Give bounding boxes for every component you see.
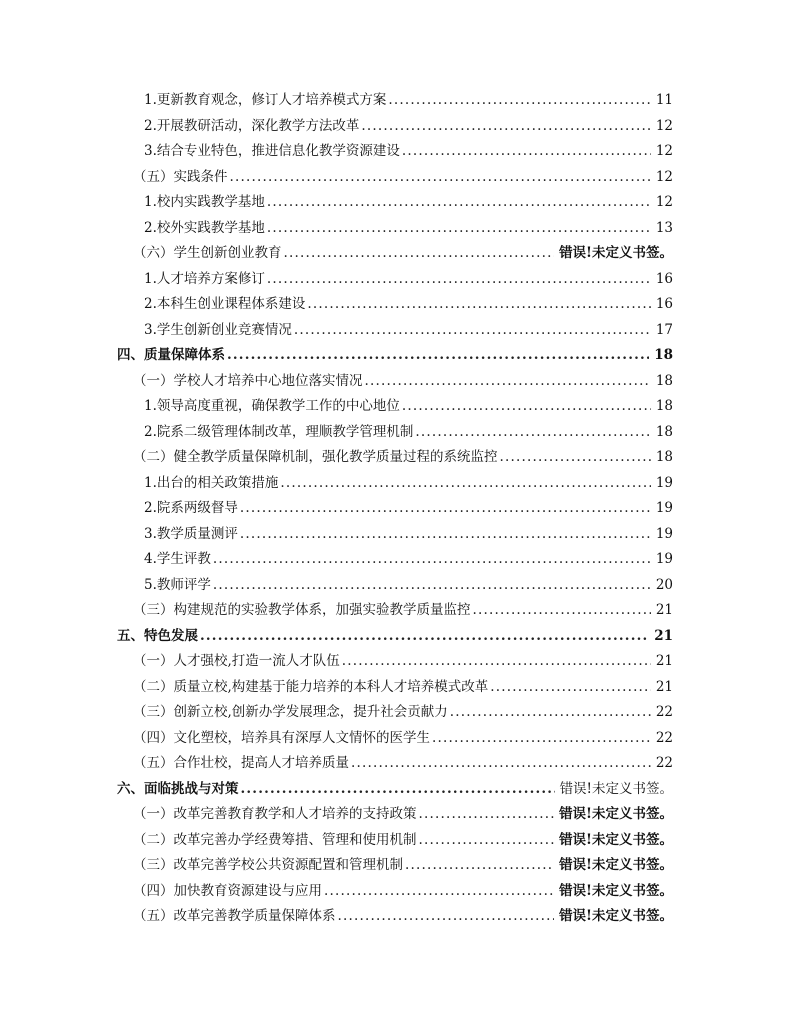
toc-entry-label: 1.领导高度重视，确保教学工作的中心地位 (144, 398, 400, 414)
toc-entry-label: （五）合作壮校，提高人才培养质量 (133, 755, 349, 771)
toc-entry[interactable] (0, 369, 791, 395)
dot-leader (227, 349, 649, 363)
dot-leader (361, 120, 650, 134)
toc-entry-label: 3.学生创新创业竞赛情况 (144, 321, 292, 338)
toc-entry[interactable] (0, 190, 791, 216)
toc-entry-page-number: 16 (655, 296, 673, 312)
toc-entry-page-number: 错误!未定义书签。 (559, 857, 673, 873)
dot-leader (241, 783, 555, 797)
dot-leader (402, 145, 651, 159)
toc-entry[interactable] (0, 547, 791, 573)
dot-leader (419, 834, 555, 848)
toc-entry-label: 3.教学质量测评 (144, 525, 238, 542)
toc-entry-label: （二）健全教学质量保障机制，强化教学质量过程的系统监控 (133, 449, 498, 465)
toc-entry-page-number: 19 (655, 525, 673, 542)
toc-entry[interactable] (0, 802, 791, 828)
toc-entry-page-number: 22 (655, 755, 673, 771)
toc-entry-label: （四）加快教育资源建设与应用 (133, 882, 322, 899)
toc-entry-label: （六）学生创新创业教育 (133, 245, 282, 261)
dot-leader (200, 630, 649, 644)
toc-entry[interactable] (0, 496, 791, 522)
toc-entry-label: 2.本科生创业课程体系建设 (144, 296, 306, 312)
toc-entry-page-number: 19 (655, 474, 673, 491)
toc-entry[interactable] (0, 879, 791, 905)
toc-entry-page-number: 错误!未定义书签。 (559, 882, 673, 899)
toc-entry-label: （一）人才强校,打造一流人才队伍 (133, 653, 340, 669)
dot-leader (267, 196, 651, 210)
toc-entry-label: 1.校内实践教学基地 (144, 194, 265, 210)
toc-entry[interactable] (0, 114, 791, 140)
toc-entry-page-number: 19 (655, 551, 673, 567)
dot-leader (450, 706, 651, 720)
toc-entry[interactable] (0, 675, 791, 701)
toc-entry[interactable] (0, 139, 791, 165)
toc-entry[interactable] (0, 573, 791, 599)
toc-entry-page-number: 21 (655, 678, 673, 695)
toc-entry-page-number: 13 (655, 219, 673, 236)
toc-entry-page-number: 错误!未定义书签。 (559, 831, 673, 848)
dot-leader (500, 451, 651, 465)
toc-entry[interactable] (0, 343, 791, 369)
toc-entry-label: 四、质量保障体系 (117, 347, 225, 363)
dot-leader (402, 400, 651, 414)
toc-entry-label: （五）实践条件 (133, 168, 228, 185)
toc-entry[interactable] (0, 88, 791, 114)
toc-entry-label: （三）改革完善学校公共资源配置和管理机制 (133, 857, 403, 873)
toc-entry[interactable] (0, 241, 791, 267)
toc-entry[interactable] (0, 292, 791, 318)
toc-entry-page-number: 20 (655, 576, 673, 593)
toc-entry-label: （二）改革完善办学经费筹措、管理和使用机制 (133, 831, 417, 848)
toc-entry-page-number: 错误!未定义书签。 (559, 806, 673, 822)
dot-leader (284, 247, 555, 261)
dot-leader (267, 273, 651, 287)
toc-entry-label: （一）改革完善教育教学和人才培养的支持政策 (133, 806, 417, 822)
toc-entry-page-number: 17 (655, 321, 673, 338)
toc-entry[interactable] (0, 318, 791, 344)
dot-leader (473, 604, 651, 618)
toc-entry-page-number: 12 (655, 143, 673, 159)
dot-leader (432, 732, 651, 746)
toc-entry-label: 1.人才培养方案修订 (144, 270, 265, 287)
dot-leader (338, 910, 555, 924)
toc-entry-label: （一）学校人才培养中心地位落实情况 (133, 372, 363, 389)
toc-entry-page-number: 18 (655, 449, 673, 465)
dot-leader (342, 655, 651, 669)
toc-entry-page-number: 19 (655, 500, 673, 516)
toc-entry-page-number: 12 (655, 117, 673, 134)
toc-entry-page-number: 错误!未定义书签。 (559, 908, 673, 924)
toc-entry-page-number: 18 (655, 372, 673, 389)
toc-entry[interactable] (0, 420, 791, 446)
toc-entry-page-number: 错误!未定义书签。 (559, 245, 673, 261)
toc-entry-label: 2.校外实践教学基地 (144, 219, 265, 236)
dot-leader (490, 681, 651, 695)
dot-leader (294, 324, 651, 338)
toc-entry[interactable] (0, 853, 791, 879)
toc-entry-page-number: 11 (655, 92, 673, 108)
toc-entry-page-number: 21 (655, 602, 673, 618)
dot-leader (415, 426, 650, 440)
toc-entry-page-number: 12 (655, 194, 673, 210)
toc-entry[interactable] (0, 904, 791, 930)
dot-leader (419, 808, 555, 822)
toc-entry-label: 5.教师评学 (144, 576, 211, 593)
toc-entry-page-number: 18 (655, 423, 673, 440)
dot-leader (388, 94, 650, 108)
toc-entry-page-number: 12 (655, 168, 673, 185)
toc-entry[interactable] (0, 700, 791, 726)
dot-leader (280, 477, 650, 491)
toc-entry[interactable] (0, 445, 791, 471)
toc-entry[interactable] (0, 828, 791, 854)
toc-entry-page-number: 18 (654, 347, 673, 363)
toc-entry-label: （三）构建规范的实验教学体系，加强实验教学质量监控 (133, 602, 471, 618)
toc-entry-label: 2.院系两级督导 (144, 500, 238, 516)
toc-entry[interactable] (0, 751, 791, 777)
toc-entry-label: 2.开展教研活动，深化教学方法改革 (144, 117, 360, 134)
toc-entry[interactable] (0, 726, 791, 752)
toc-entry-label: （五）改革完善教学质量保障体系 (133, 908, 336, 924)
toc-entry-label: 3.结合专业特色，推进信息化教学资源建设 (144, 143, 400, 159)
dot-leader (213, 579, 651, 593)
toc-entry-label: （二）质量立校,构建基于能力培养的本科人才培养模式改革 (133, 678, 489, 695)
toc-entry-page-number: 18 (655, 398, 673, 414)
toc-entry[interactable] (0, 598, 791, 624)
toc-entry[interactable] (0, 777, 791, 803)
dot-leader (365, 375, 651, 389)
toc-entry[interactable] (0, 216, 791, 242)
toc-entry-label: 六、面临挑战与对策 (117, 780, 239, 797)
dot-leader (405, 859, 554, 873)
toc-entry-page-number: 22 (655, 729, 673, 746)
dot-leader (351, 757, 651, 771)
toc-entry[interactable] (0, 394, 791, 420)
toc-entry[interactable] (0, 471, 791, 497)
toc-entry[interactable] (0, 522, 791, 548)
toc-entry[interactable] (0, 624, 791, 650)
dot-leader (213, 553, 651, 567)
toc-entry-page-number: 16 (655, 270, 673, 287)
toc-entry-label: 4.学生评教 (144, 551, 211, 567)
toc-entry-label: （四）文化塑校，培养具有深厚人文情怀的医学生 (133, 729, 430, 746)
table-of-contents (0, 88, 791, 930)
dot-leader (240, 528, 651, 542)
toc-entry[interactable] (0, 267, 791, 293)
toc-entry-page-number: 22 (655, 704, 673, 720)
toc-entry-label: （三）创新立校,创新办学发展理念，提升社会贡献力 (133, 704, 448, 720)
dot-leader (267, 222, 651, 236)
toc-entry-page-number: 21 (654, 627, 673, 644)
toc-entry-label: 五、特色发展 (117, 627, 198, 644)
dot-leader (230, 171, 651, 185)
dot-leader (307, 298, 650, 312)
toc-entry-label: 1.出台的相关政策措施 (144, 474, 279, 491)
toc-entry[interactable] (0, 165, 791, 191)
toc-entry[interactable] (0, 649, 791, 675)
toc-entry-label: 2.院系二级管理体制改革，理顺教学管理机制 (144, 423, 414, 440)
dot-leader (240, 502, 651, 516)
toc-entry-page-number: 错误!未定义书签。 (559, 780, 673, 797)
toc-entry-page-number: 21 (655, 653, 673, 669)
dot-leader (324, 885, 554, 899)
toc-entry-label: 1.更新教育观念，修订人才培养模式方案 (144, 92, 387, 108)
